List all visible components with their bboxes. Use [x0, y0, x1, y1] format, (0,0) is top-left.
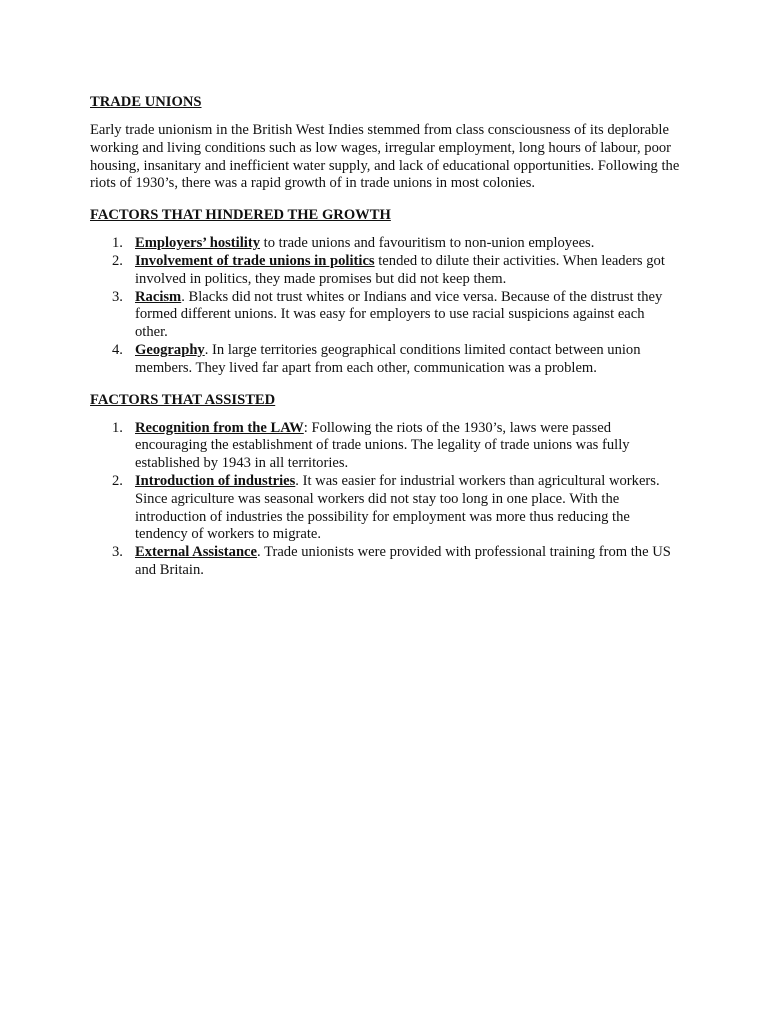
list-number: 3. [112, 288, 123, 305]
list-number: 4. [112, 341, 123, 358]
hindered-heading: FACTORS THAT HINDERED THE GROWTH [90, 207, 391, 224]
list-number: 2. [112, 252, 123, 269]
list-term: Racism [135, 288, 182, 305]
list-text: . Blacks did not trust whites or Indians and vice versa. Because of the distrust they formed different unions. It was easy for employers to use racial suspicions against each other. [135, 288, 663, 341]
list-item [90, 420, 680, 473]
document-page [90, 92, 680, 580]
list-term: Geography [135, 341, 205, 358]
list-text: tended to dilute their activities. When leaders got involved in politics, they made promises but did not keep them. [135, 252, 665, 287]
list-text: . It was easier for industrial workers than agricultural workers. Since agriculture was seasonal workers did not stay too long in one place. With the introduction of industries the possibility for employment was more thus reducing the tendency of workers to migrate. [135, 472, 660, 543]
list-item [90, 235, 680, 253]
list-term: External Assistance [135, 544, 258, 561]
list-number: 3. [112, 544, 123, 561]
list-item [90, 289, 680, 342]
intro-paragraph: Early trade unionism in the British West Indies stemmed from class consciousness of its deplorable working and living conditions such as low wages, irregular employment, long hours of labour, poor housing, insanitary and inefficient water supply, and lack of educational opportunities. Following the riots of 1930’s, there was a rapid growth of in trade unions in most colonies. [90, 122, 680, 192]
hindered-list [90, 235, 680, 377]
list-number: 1. [112, 419, 123, 436]
list-item [90, 473, 680, 544]
list-text: . In large territories geographical conditions limited contact between union members. They lived far apart from each other, communication was a problem. [135, 341, 641, 376]
list-item [90, 544, 680, 580]
list-number: 2. [112, 472, 123, 489]
assisted-list [90, 420, 680, 580]
list-text: . Trade unionists were provided with professional training from the US and Britain. [135, 544, 671, 578]
list-term: Involvement of trade unions in politics [135, 252, 375, 269]
list-text: to trade unions and favouritism to non-union employees. [260, 235, 595, 252]
assisted-heading: FACTORS THAT ASSISTED [90, 391, 276, 408]
list-item [90, 342, 680, 378]
list-item [90, 253, 680, 289]
list-number: 1. [112, 235, 123, 252]
list-term: Introduction of industries [135, 472, 296, 489]
list-term: Recognition from the LAW [135, 419, 304, 436]
list-text: : Following the riots of the 1930’s, laws were passed encouraging the establishment of trade unions. The legality of trade unions was fully established by 1943 in all territories. [135, 419, 630, 472]
list-term: Employers’ hostility [135, 235, 260, 252]
document-title: TRADE UNIONS [90, 94, 202, 110]
